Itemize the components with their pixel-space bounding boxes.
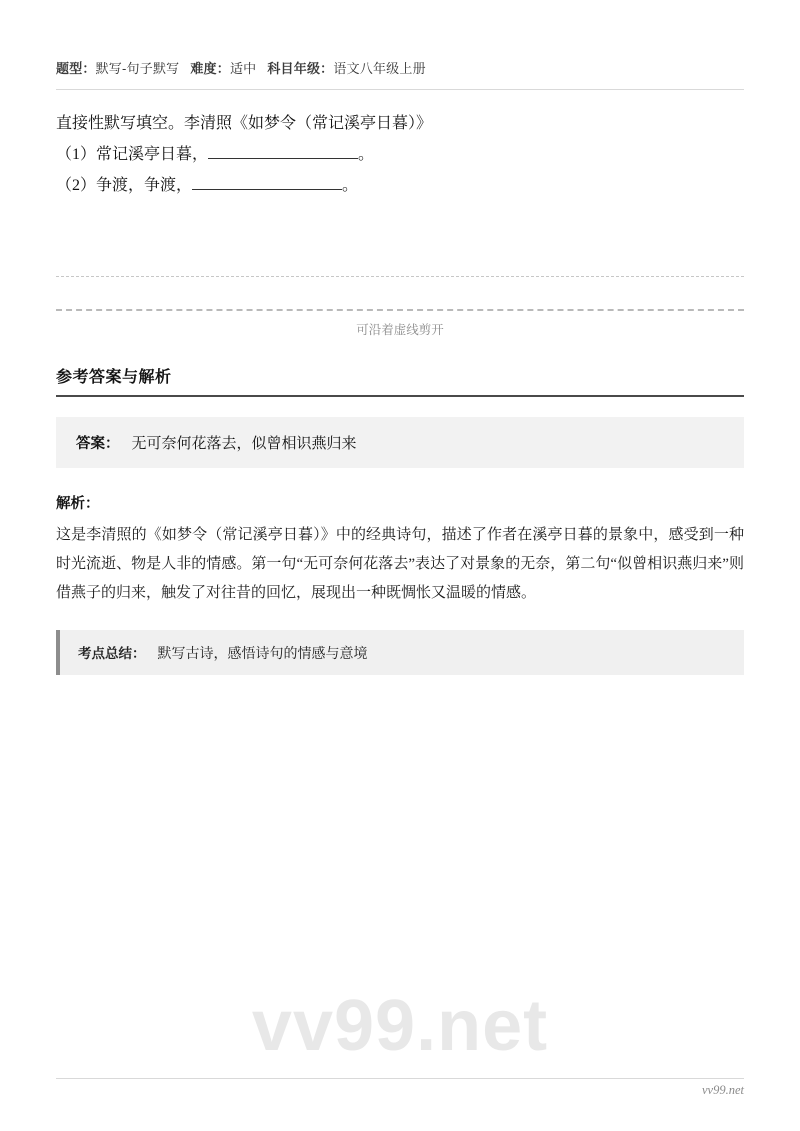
key-point-value: 默写古诗，感悟诗句的情感与意境 — [157, 647, 368, 663]
section-dashed-divider — [56, 276, 744, 277]
cut-line — [56, 309, 744, 311]
question-stem: 直接性默写填空。李清照《如梦令（常记溪亭日暮）》 — [56, 115, 433, 132]
meta-subject-value: 语文八年级上册 — [333, 61, 426, 76]
answer-blank-2 — [192, 173, 342, 190]
question-item-2 — [56, 170, 744, 201]
answer-box — [56, 417, 744, 468]
page-watermark: vv99.net — [251, 986, 549, 1066]
meta-type-value: 默写-句子默写 — [95, 61, 180, 76]
key-point-label: 考点总结： — [78, 646, 146, 662]
cut-line-label: 可沿着虚线剪开 — [356, 322, 444, 337]
analysis-label: 解析： — [56, 495, 100, 512]
meta-type-label: 题型： — [56, 61, 96, 76]
answer-section-underline — [56, 395, 744, 397]
question-item-2-prefix: （2）争渡，争渡， — [56, 177, 193, 195]
meta-difficulty-value: 适中 — [229, 61, 257, 76]
key-point-summary-box — [56, 630, 744, 675]
answer-label: 答案： — [76, 435, 120, 452]
answer-blank-1 — [208, 142, 358, 159]
header-divider — [56, 89, 744, 90]
answer-value: 无可奈何花落去，似曾相识燕归来 — [131, 435, 357, 452]
analysis-text: 这是李清照的《如梦令（常记溪亭日暮）》中的经典诗句，描述了作者在溪亭日暮的景象中，感受到一种时光流逝、物是人非的情感。第一句“无可奈何花落去”表达了对景象的无奈，第二句“似曾相识燕归来”则借燕子的归来，触发了对往昔的回忆，展现出一种既惆怅又温暖的情感。 — [56, 526, 744, 602]
meta-difficulty-label: 难度： — [190, 61, 230, 76]
question-item-1-prefix: （1）常记溪亭日暮， — [56, 146, 209, 164]
question-item-2-suffix: 。 — [342, 177, 359, 195]
question-meta — [56, 0, 744, 77]
footer-site-label: vv99.net — [702, 1083, 744, 1097]
question-item-1-suffix: 。 — [358, 146, 375, 164]
meta-subject-label: 科目年级： — [267, 61, 334, 76]
question-block — [56, 108, 744, 202]
answer-section-title: 参考答案与解析 — [56, 368, 172, 386]
question-item-1 — [56, 139, 744, 170]
footer-divider — [56, 1078, 744, 1079]
